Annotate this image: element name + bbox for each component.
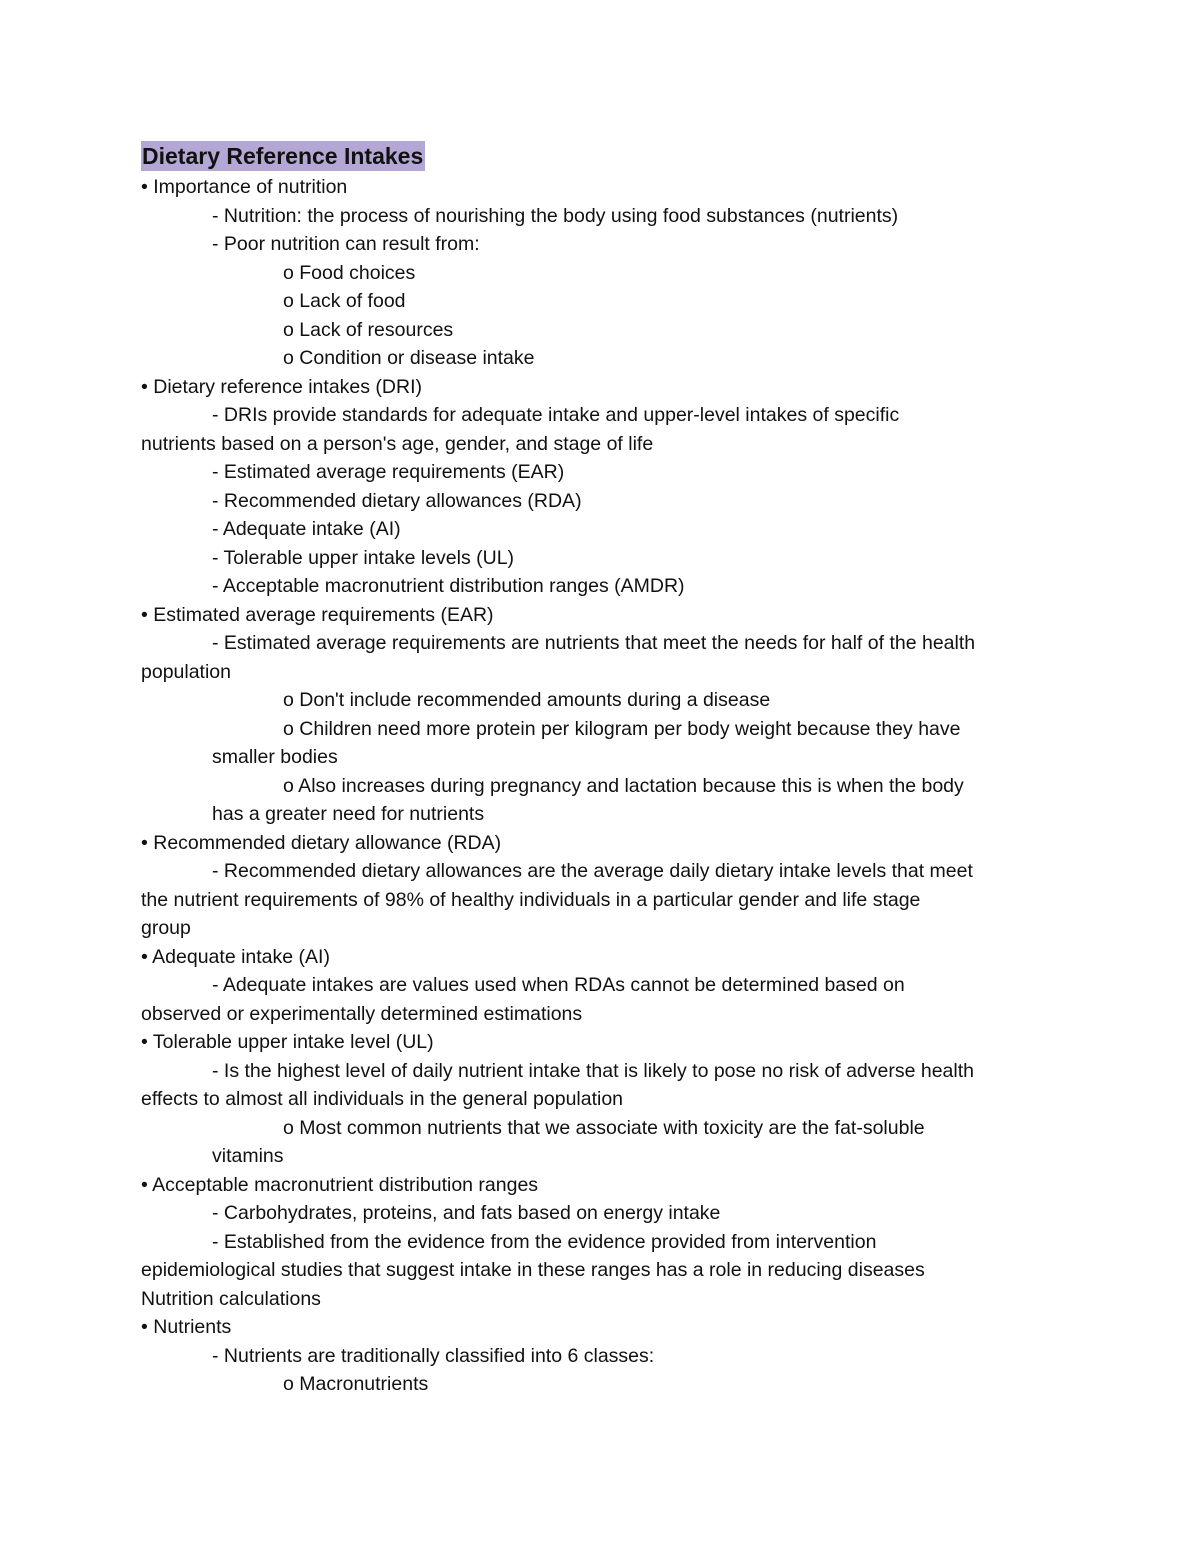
sub-item-line: - Carbohydrates, proteins, and fats based on energy intake	[212, 1202, 721, 1224]
text-line: observed or experimentally determined estimations	[141, 1002, 583, 1025]
sub-sub-item-line: o Condition or disease intake	[283, 347, 535, 369]
document-body	[141, 173, 1101, 1399]
sub-item-line: - Established from the evidence from the evidence provided from intervention	[212, 1230, 877, 1253]
sub-sub-item-line: o Don't include recommended amounts during a disease	[283, 689, 771, 711]
sub-item-line: - Nutrients are traditionally classified into 6 classes:	[212, 1344, 655, 1367]
text-line: • Nutrients	[141, 1316, 232, 1338]
sub-item-line: has a greater need for nutrients	[212, 803, 485, 825]
sub-item-line: - Acceptable macronutrient distribution ranges (AMDR)	[212, 575, 685, 597]
text-line: population	[141, 660, 231, 683]
sub-item-line: - Poor nutrition can result from:	[212, 233, 480, 255]
sub-item-line: - DRIs provide standards for adequate intake and upper-level intakes of specific	[212, 404, 900, 426]
text-line: Nutrition calculations	[141, 1287, 321, 1310]
sub-sub-item-line: o Lack of resources	[283, 318, 454, 341]
sub-sub-item-line: o Macronutrients	[283, 1373, 429, 1395]
sub-item-line: - Recommended dietary allowances are the average daily dietary intake levels that meet	[212, 860, 973, 882]
sub-item-line: vitamins	[212, 1145, 284, 1167]
sub-item-line: - Estimated average requirements are nutrients that meet the needs for half of the health	[212, 632, 976, 654]
text-line: epidemiological studies that suggest intake in these ranges has a role in reducing diseases	[141, 1259, 925, 1281]
sub-item-line: - Estimated average requirements (EAR)	[212, 461, 565, 483]
sub-sub-item-line: o Children need more protein per kilogram per body weight because they have	[283, 717, 961, 740]
sub-item-line: - Tolerable upper intake levels (UL)	[212, 546, 515, 569]
text-line: • Acceptable macronutrient distribution ranges	[141, 1173, 539, 1196]
sub-item-line: - Recommended dietary allowances (RDA)	[212, 489, 582, 512]
sub-item-line: smaller bodies	[212, 746, 338, 768]
text-line: group	[141, 917, 191, 939]
text-line: effects to almost all individuals in the general population	[141, 1088, 624, 1110]
text-line: • Recommended dietary allowance (RDA)	[141, 831, 502, 854]
text-line: • Estimated average requirements (EAR)	[141, 603, 494, 626]
text-line: • Tolerable upper intake level (UL)	[141, 1031, 434, 1053]
text-line: • Importance of nutrition	[141, 176, 348, 198]
document-title: Dietary Reference Intakes	[142, 143, 424, 169]
sub-sub-item-line: o Lack of food	[283, 290, 406, 312]
sub-sub-item-line: o Most common nutrients that we associate with toxicity are the fat-soluble	[283, 1116, 925, 1139]
sub-sub-item-line: o Food choices	[283, 261, 416, 284]
text-line: the nutrient requirements of 98% of healthy individuals in a particular gender and life stage	[141, 888, 921, 911]
text-line: • Dietary reference intakes (DRI)	[141, 375, 422, 398]
text-line: • Adequate intake (AI)	[141, 945, 330, 968]
sub-item-line: - Is the highest level of daily nutrient intake that is likely to pose no risk of adverse health	[212, 1059, 974, 1082]
sub-item-line: - Adequate intakes are values used when RDAs cannot be determined based on	[212, 974, 905, 996]
sub-item-line: - Adequate intake (AI)	[212, 518, 401, 540]
sub-sub-item-line: o Also increases during pregnancy and lactation because this is when the body	[283, 774, 964, 797]
sub-item-line: - Nutrition: the process of nourishing the body using food substances (nutrients)	[212, 204, 899, 227]
text-line: nutrients based on a person's age, gender, and stage of life	[141, 432, 654, 455]
